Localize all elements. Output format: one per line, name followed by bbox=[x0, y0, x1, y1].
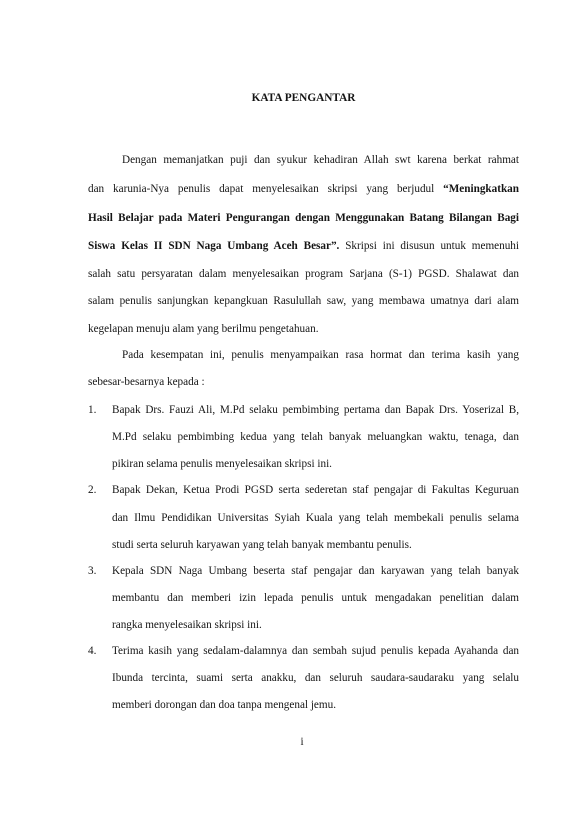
list-item-line: rangka menyelesaikan skripsi ini. bbox=[112, 619, 262, 631]
text-line: Pada kesempatan ini, penulis menyampaikan rasa hormat dan terima kasih yang bbox=[122, 349, 519, 361]
list-item-line: Kepala SDN Naga Umbang beserta staf pengajar dan karyawan yang telah banyak bbox=[112, 565, 519, 577]
text-line bbox=[88, 316, 519, 342]
text-line bbox=[88, 176, 519, 202]
text-line bbox=[88, 288, 519, 314]
page-title: KATA PENGANTAR bbox=[251, 92, 356, 104]
list-item-line: memberi dorongan dan doa tanpa mengenal jemu. bbox=[112, 699, 336, 711]
text-line bbox=[88, 261, 519, 287]
text-line bbox=[88, 205, 519, 231]
text-segment: dan karunia-Nya penulis dapat menyelesaikan skripsi yang berjudul bbox=[88, 183, 444, 195]
text-segment: salam penulis sanjungkan kepangkuan Rasulullah saw, yang membawa umatnya dari alam bbox=[88, 295, 519, 307]
thesis-title-text: “Meningkatkan bbox=[443, 183, 519, 195]
list-item-line: membantu dan memberi izin lepada penulis untuk mengadakan penelitian dalam bbox=[112, 592, 519, 604]
text-line: sebesar-besarnya kepada : bbox=[88, 376, 205, 388]
list-item-line: M.Pd selaku pembimbing kedua yang telah banyak meluangkan waktu, tenaga, dan bbox=[112, 431, 519, 443]
thesis-title-text: Hasil Belajar pada Materi Pengurangan dengan Menggunakan Batang Bilangan Bagi bbox=[88, 212, 519, 224]
list-item-line: dan Ilmu Pendidikan Universitas Syiah Kuala yang telah membekali penulis selama bbox=[112, 512, 519, 524]
list-item-line: Ibunda tercinta, suami serta anakku, dan seluruh saudara-saudaraku yang selalu bbox=[112, 672, 519, 684]
text-line bbox=[122, 147, 519, 173]
list-item-line: pikiran selama penulis menyelesaikan skripsi ini. bbox=[112, 458, 332, 470]
text-line bbox=[88, 233, 519, 259]
thesis-title-text: Siswa Kelas II SDN Naga Umbang Aceh Besar”. bbox=[88, 240, 340, 252]
text-segment: salah satu persyaratan dalam menyelesaikan program Sarjana (S-1) PGSD. Shalawat dan bbox=[88, 268, 519, 280]
text-segment: Skripsi ini disusun untuk memenuhi bbox=[339, 240, 519, 252]
list-number: 3. bbox=[88, 565, 97, 577]
list-item-line: Bapak Dekan, Ketua Prodi PGSD serta sederetan staf pengajar di Fakultas Keguruan bbox=[112, 484, 519, 496]
list-number: 2. bbox=[88, 484, 97, 496]
list-item-line: Bapak Drs. Fauzi Ali, M.Pd selaku pembimbing pertama dan Bapak Drs. Yoserizal B, bbox=[112, 404, 519, 416]
page-number: i bbox=[300, 736, 304, 748]
text-segment: kegelapan menuju alam yang berilmu pengetahuan. bbox=[88, 323, 319, 335]
list-number: 1. bbox=[88, 404, 97, 416]
list-number: 4. bbox=[88, 645, 97, 657]
text-segment: Dengan memanjatkan puji dan syukur kehadiran Allah swt karena berkat rahmat bbox=[122, 154, 519, 166]
list-item-line: Terima kasih yang sedalam-dalamnya dan sembah sujud penulis kepada Ayahanda dan bbox=[112, 645, 519, 657]
list-item-line: studi serta seluruh karyawan yang telah banyak membantu penulis. bbox=[112, 539, 412, 551]
